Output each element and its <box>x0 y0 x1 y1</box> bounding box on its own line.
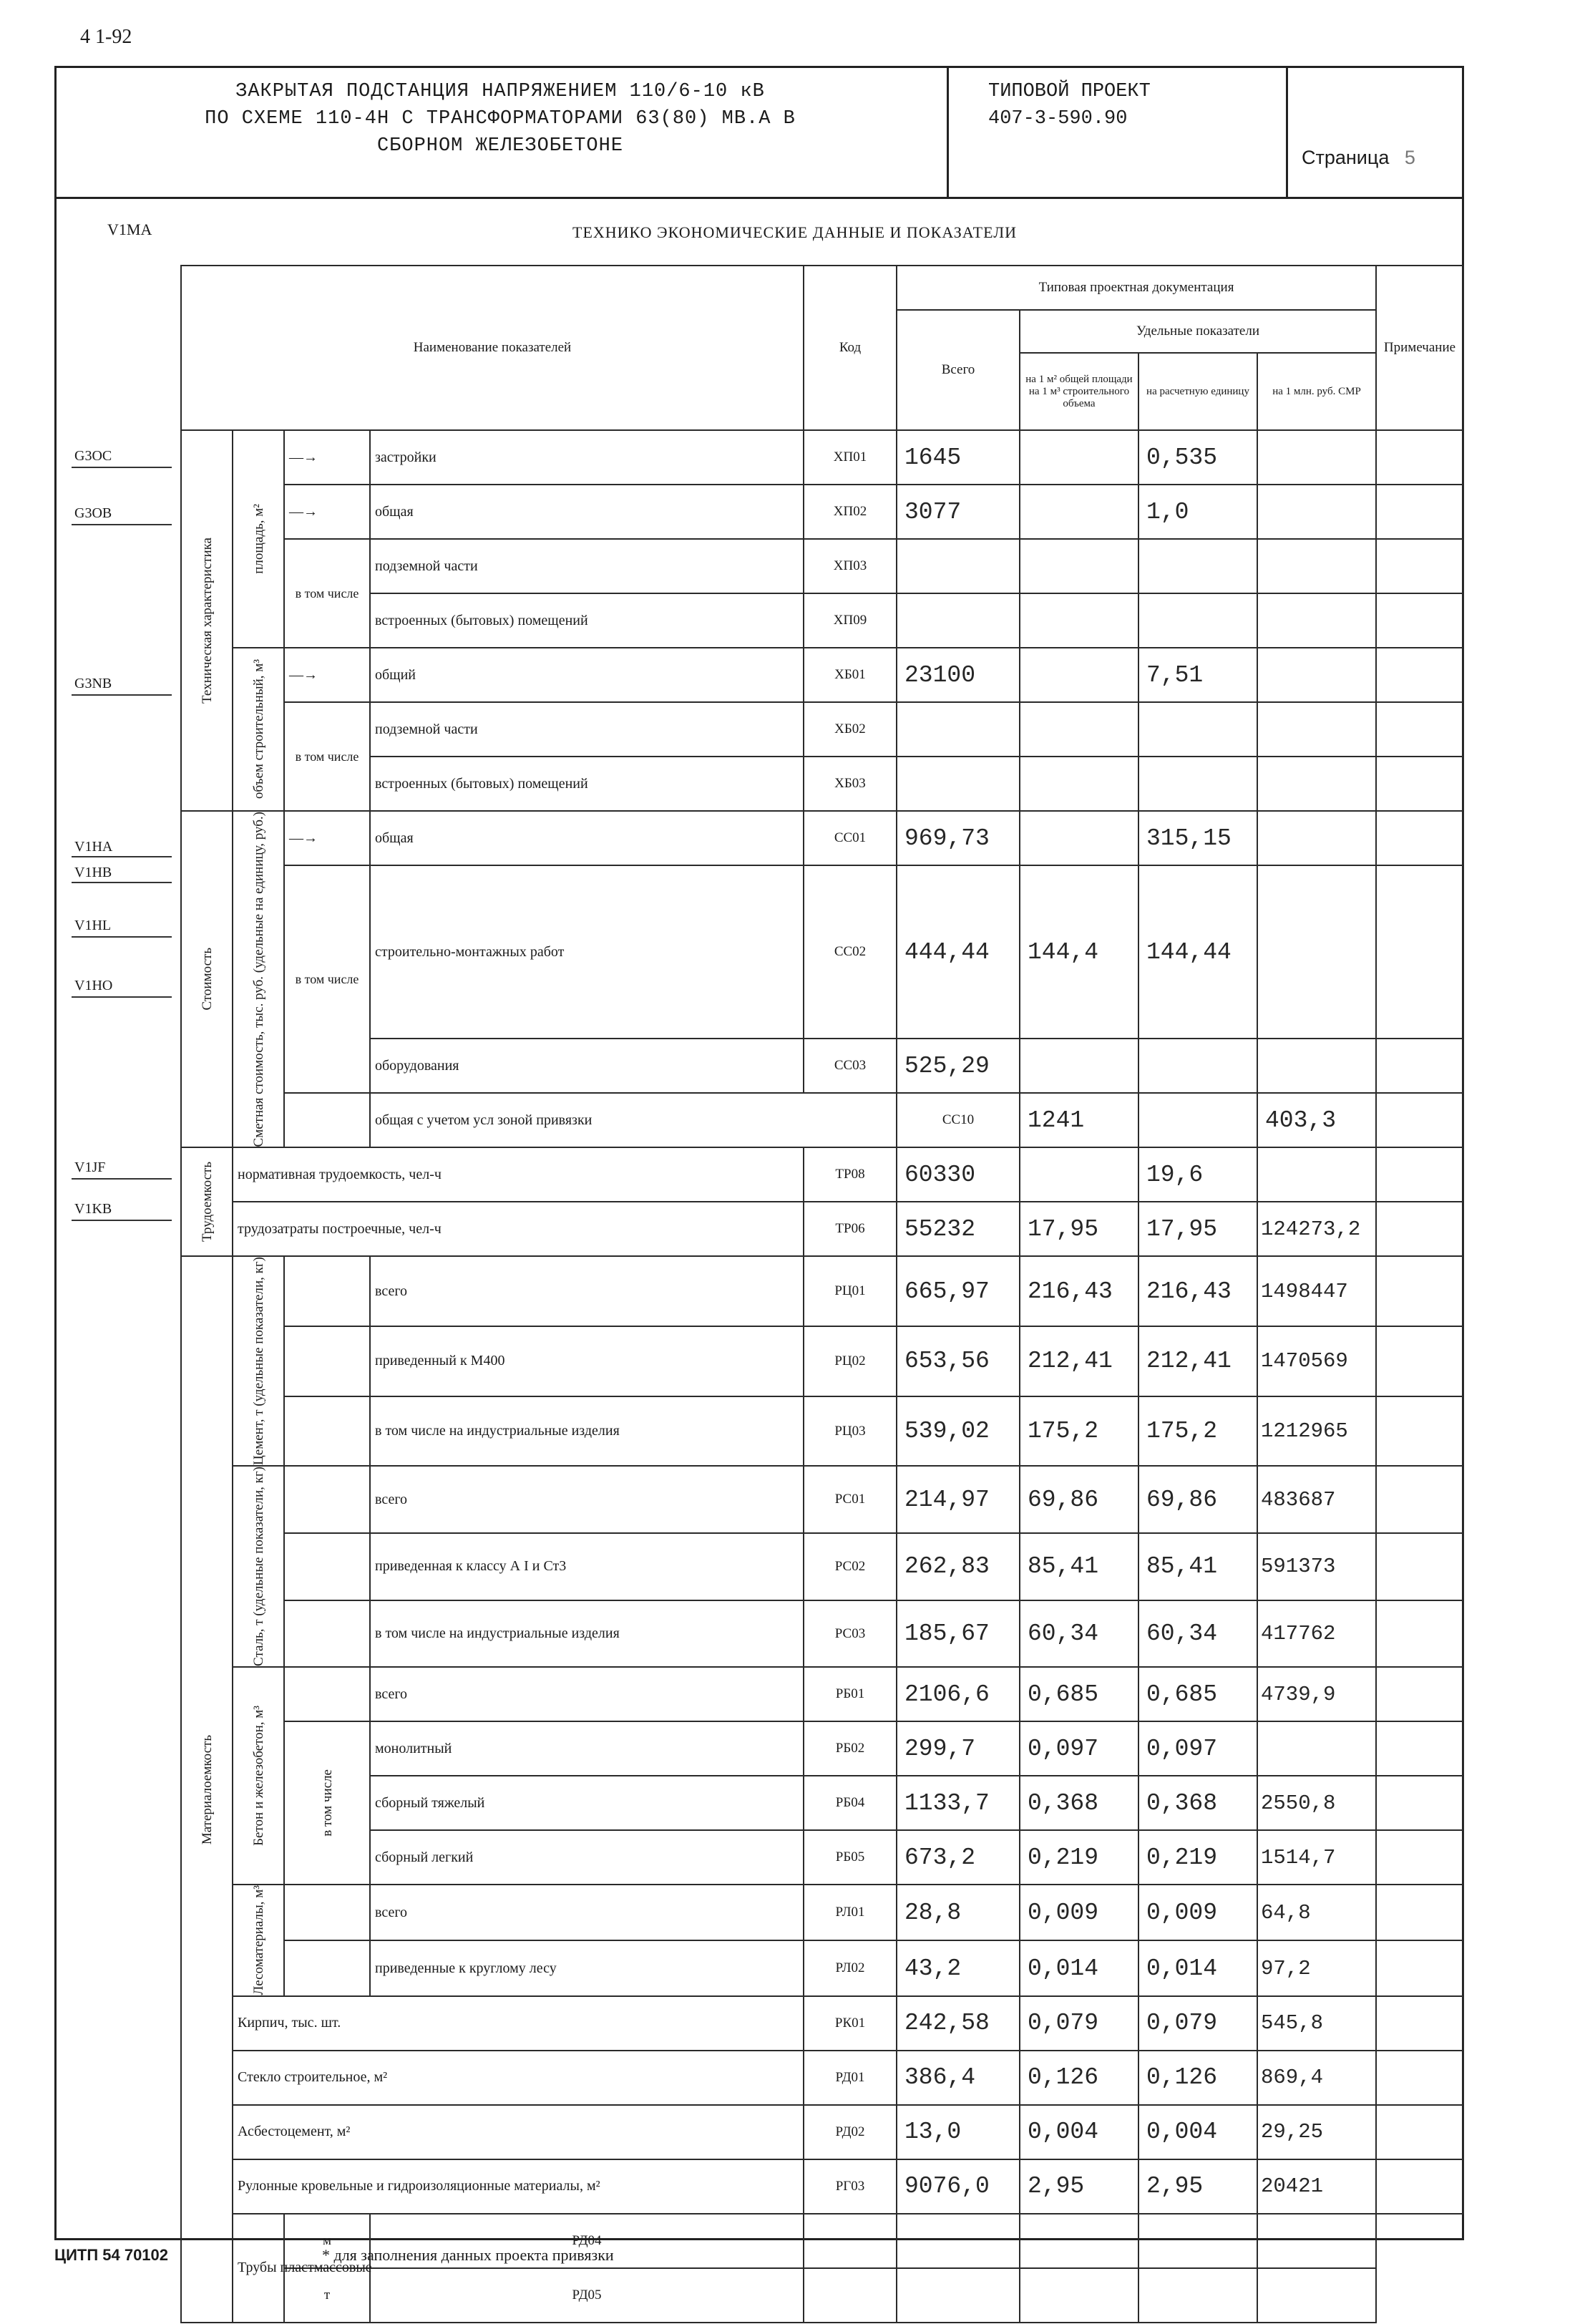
section-code: V1MA <box>107 220 152 238</box>
row-per-m2: 0,219 <box>1020 1830 1138 1885</box>
row-note <box>1376 1885 1463 1940</box>
table-row <box>181 865 1463 1039</box>
ref-label: V1HL <box>74 918 112 933</box>
row-name: в том числе на индустриальные изделия <box>370 1396 804 1467</box>
row-per-m2 <box>1020 539 1138 593</box>
row-per-unit <box>1138 757 1257 811</box>
row-note <box>1376 1996 1463 2051</box>
row-name: встроенных (бытовых) помещений <box>370 593 804 648</box>
table-row <box>181 1721 1463 1776</box>
group-tech: Техническая характеристика <box>181 430 233 811</box>
page-indicator <box>1302 147 1415 169</box>
group-area: площадь, м² <box>233 430 284 648</box>
row-per-m2: 0,097 <box>1020 1721 1138 1776</box>
row-code: СС03 <box>804 1039 897 1093</box>
row-name: всего <box>370 1667 804 1721</box>
project-line: ТИПОВОЙ ПРОЕКТ <box>988 81 1151 102</box>
row-total: 43,2 <box>897 1940 1020 1996</box>
row-code: СС02 <box>804 865 897 1039</box>
row-per-rub <box>1138 2268 1257 2323</box>
row-total <box>804 2214 897 2268</box>
row-name: всего <box>370 1256 804 1326</box>
header-code: Код <box>804 266 897 430</box>
row-note <box>1376 2159 1463 2214</box>
row-name: в том числе на индустриальные изделия <box>370 1600 804 1668</box>
row-per-m2 <box>897 2268 1020 2323</box>
row-per-unit: 0,368 <box>1138 1776 1257 1830</box>
row-total: 1645 <box>897 430 1020 485</box>
row-total: 1241 <box>1020 1093 1138 1147</box>
row-code: СС10 <box>897 1093 1020 1147</box>
row-total: 969,73 <box>897 811 1020 865</box>
row-name: приведенная к классу А I и Ст3 <box>370 1533 804 1600</box>
row-unit-label: м <box>284 2214 370 2268</box>
table-row <box>181 1326 1463 1396</box>
row-per-rub: 869,4 <box>1257 2051 1376 2105</box>
row-per-rub <box>1257 1039 1376 1093</box>
table-row <box>181 1093 1463 1147</box>
row-code: РД05 <box>370 2268 804 2323</box>
row-per-m2: 0,004 <box>1020 2105 1138 2159</box>
row-per-rub: 29,25 <box>1257 2105 1376 2159</box>
row-per-m2 <box>1020 1147 1138 1202</box>
table-row <box>181 1940 1463 1996</box>
row-code: СС01 <box>804 811 897 865</box>
row-code: РД04 <box>370 2214 804 2268</box>
row-note <box>1376 2105 1463 2159</box>
table-row <box>181 1466 1463 1533</box>
row-per-rub <box>1257 1721 1376 1776</box>
row-code: РЦ01 <box>804 1256 897 1326</box>
row-name: Асбестоцемент, м² <box>233 2105 804 2159</box>
table-row <box>181 1256 1463 1326</box>
row-per-unit: 69,86 <box>1138 1466 1257 1533</box>
row-note <box>1376 1600 1463 1668</box>
row-total: 262,83 <box>897 1533 1020 1600</box>
page-number: 5 <box>1404 147 1415 168</box>
row-per-unit: 216,43 <box>1138 1256 1257 1326</box>
ref-label: G3OC <box>74 448 112 464</box>
table-row: Техническая характеристика площадь, м² —→ застройки ХП01 1645 0,535 <box>181 430 1463 485</box>
row-per-unit: 403,3 <box>1257 1093 1376 1147</box>
group-volume: объем строительный, м³ <box>233 648 284 811</box>
group-in-that: в том числе <box>284 1721 370 1885</box>
row-note <box>1376 865 1463 1039</box>
row-name: Стекло строительное, м² <box>233 2051 804 2105</box>
row-note <box>1376 648 1463 702</box>
row-note <box>1257 2214 1376 2268</box>
row-per-rub: 417762 <box>1257 1600 1376 1668</box>
row-name: застройки <box>370 430 804 485</box>
row-name: сборный легкий <box>370 1830 804 1885</box>
row-per-m2 <box>1020 757 1138 811</box>
row-total: 60330 <box>897 1147 1020 1202</box>
row-note <box>1376 430 1463 485</box>
incl-label: в том числе <box>284 539 370 648</box>
row-per-rub: 1470569 <box>1257 1326 1376 1396</box>
row-total <box>897 757 1020 811</box>
table-row: объем строительный, м³ —→ общий ХБ01 23100 7,51 <box>181 648 1463 702</box>
row-note <box>1376 811 1463 865</box>
header-doc: Типовая проектная документация <box>897 266 1376 310</box>
row-per-unit <box>1138 702 1257 757</box>
row-per-rub <box>1257 648 1376 702</box>
row-code: ХП01 <box>804 430 897 485</box>
table-row <box>181 1147 1463 1202</box>
row-per-rub: 64,8 <box>1257 1885 1376 1940</box>
table-row <box>181 1667 1463 1721</box>
header-per-unit: на расчетную единицу <box>1138 353 1257 430</box>
row-per-unit: 0,219 <box>1138 1830 1257 1885</box>
group-cost: Стоимость <box>181 811 233 1147</box>
row-per-unit: 60,34 <box>1138 1600 1257 1668</box>
row-total: 1133,7 <box>897 1776 1020 1830</box>
row-per-rub <box>1257 811 1376 865</box>
row-per-unit: 0,685 <box>1138 1667 1257 1721</box>
row-note <box>1376 702 1463 757</box>
row-per-rub: 483687 <box>1257 1466 1376 1533</box>
row-per-m2: 175,2 <box>1020 1396 1138 1467</box>
row-per-m2: 0,079 <box>1020 1996 1138 2051</box>
row-per-unit: 175,2 <box>1138 1396 1257 1467</box>
row-per-unit <box>1138 593 1257 648</box>
row-per-rub: 545,8 <box>1257 1996 1376 2051</box>
row-name: приведенный к М400 <box>370 1326 804 1396</box>
ref-label: G3NB <box>74 676 112 691</box>
row-note <box>1376 757 1463 811</box>
title-line: ПО СХЕМЕ 110-4Н С ТРАНСФОРМАТОРАМИ 63(80) МВ.А В <box>205 108 796 130</box>
row-per-rub <box>1257 757 1376 811</box>
row-code: ХП02 <box>804 485 897 539</box>
row-total: 665,97 <box>897 1256 1020 1326</box>
table-row <box>181 2159 1463 2214</box>
row-total: 23100 <box>897 648 1020 702</box>
row-per-unit: 315,15 <box>1138 811 1257 865</box>
row-per-unit: 2,95 <box>1138 2159 1257 2214</box>
row-total <box>897 539 1020 593</box>
row-total: 55232 <box>897 1202 1020 1256</box>
title-line: СБОРНОМ ЖЕЛЕЗОБЕТОНЕ <box>376 135 624 157</box>
ref-label: G3OB <box>74 505 112 521</box>
row-name: Трубы пластмассовые <box>233 2214 284 2323</box>
header-total: Всего <box>897 310 1020 430</box>
row-name: приведенные к круглому лесу <box>370 1940 804 1996</box>
row-total <box>804 2268 897 2323</box>
row-per-rub <box>1257 430 1376 485</box>
table-row <box>181 539 1463 593</box>
document-title <box>78 78 922 160</box>
table-row <box>181 1885 1463 1940</box>
row-name: подземной части <box>370 702 804 757</box>
row-per-m2: 2,95 <box>1020 2159 1138 2214</box>
row-per-unit: 212,41 <box>1138 1326 1257 1396</box>
row-code: РЦ03 <box>804 1396 897 1467</box>
row-code: ТР06 <box>804 1202 897 1256</box>
document-header <box>54 66 1464 199</box>
row-code: РБ05 <box>804 1830 897 1885</box>
table-row <box>181 1830 1463 1885</box>
row-per-unit: 0,097 <box>1138 1721 1257 1776</box>
row-code: РД02 <box>804 2105 897 2159</box>
row-name: общая <box>370 811 804 865</box>
ref-label: V1HA <box>74 839 113 855</box>
row-name: общая с учетом усл зоной привязки <box>370 1093 897 1147</box>
row-code: РБ02 <box>804 1721 897 1776</box>
table-row <box>181 1039 1463 1093</box>
row-note <box>1376 2051 1463 2105</box>
ref-label: V1HO <box>74 978 113 993</box>
table-row: —→ общая ХП02 3077 1,0 <box>181 485 1463 539</box>
row-code: ХБ03 <box>804 757 897 811</box>
row-note <box>1376 1667 1463 1721</box>
row-code: РК01 <box>804 1996 897 2051</box>
row-name: трудозатраты построечные, чел-ч <box>233 1202 804 1256</box>
row-total: 9076,0 <box>897 2159 1020 2214</box>
row-per-unit: 0,009 <box>1138 1885 1257 1940</box>
table-row <box>181 702 1463 757</box>
row-note <box>1376 1466 1463 1533</box>
row-note <box>1376 1721 1463 1776</box>
row-per-unit: 7,51 <box>1138 648 1257 702</box>
ref-label: V1HB <box>74 865 112 880</box>
row-per-m2: 0,014 <box>1020 1940 1138 1996</box>
row-per-rub: 1514,7 <box>1257 1830 1376 1885</box>
row-per-m2 <box>1020 702 1138 757</box>
row-total: 386,4 <box>897 2051 1020 2105</box>
table-row <box>181 2105 1463 2159</box>
row-code: ХБ01 <box>804 648 897 702</box>
row-name: оборудования <box>370 1039 804 1093</box>
row-note <box>1376 539 1463 593</box>
row-name: нормативная трудоемкость, чел-ч <box>233 1147 804 1202</box>
row-per-m2: 85,41 <box>1020 1533 1138 1600</box>
row-per-rub <box>1257 865 1376 1039</box>
row-total: 444,44 <box>897 865 1020 1039</box>
row-note <box>1376 1039 1463 1093</box>
row-per-unit: 85,41 <box>1138 1533 1257 1600</box>
row-name: всего <box>370 1885 804 1940</box>
row-note <box>1376 1940 1463 1996</box>
row-code: РС01 <box>804 1466 897 1533</box>
row-name: общая <box>370 485 804 539</box>
row-note <box>1376 1776 1463 1830</box>
row-per-m2 <box>1020 811 1138 865</box>
table-row <box>181 2051 1463 2105</box>
row-total: 299,7 <box>897 1721 1020 1776</box>
table-row: Стоимость Сметная стоимость, тыс. руб. (удельные на единицу, руб.) —→ общая СС01 969,73 315,15 <box>181 811 1463 865</box>
row-name: встроенных (бытовых) помещений <box>370 757 804 811</box>
row-per-unit <box>1020 2268 1138 2323</box>
title-line: ЗАКРЫТАЯ ПОДСТАНЦИЯ НАПРЯЖЕНИЕМ 110/6-10 кВ <box>235 81 765 102</box>
row-total: 653,56 <box>897 1326 1020 1396</box>
table-row <box>181 2268 1463 2323</box>
row-per-unit <box>1138 539 1257 593</box>
incl-label: в том числе <box>284 865 370 1093</box>
row-note <box>1376 1256 1463 1326</box>
row-per-unit: 144,44 <box>1138 865 1257 1039</box>
table-row <box>181 1776 1463 1830</box>
row-per-m2: 60,34 <box>1020 1600 1138 1668</box>
row-code: РЛ02 <box>804 1940 897 1996</box>
row-code: РЦ02 <box>804 1326 897 1396</box>
row-per-m2: 69,86 <box>1020 1466 1138 1533</box>
row-per-unit: 0,004 <box>1138 2105 1257 2159</box>
row-per-m2: 0,685 <box>1020 1667 1138 1721</box>
row-per-rub <box>1376 1093 1463 1147</box>
section-title: ТЕХНИКО ЭКОНОМИЧЕСКИЕ ДАННЫЕ И ПОКАЗАТЕЛИ <box>572 223 1018 241</box>
row-total: 2106,6 <box>897 1667 1020 1721</box>
row-note <box>1376 485 1463 539</box>
row-code: РД01 <box>804 2051 897 2105</box>
row-per-m2: 144,4 <box>1020 865 1138 1039</box>
row-total: 28,8 <box>897 1885 1020 1940</box>
header-per-rub: на 1 млн. руб. СМР <box>1257 353 1376 430</box>
row-note <box>1376 1326 1463 1396</box>
row-total: 525,29 <box>897 1039 1020 1093</box>
footer-note: * для заполнения данных проекта привязки <box>322 2246 614 2264</box>
row-per-rub: 20421 <box>1257 2159 1376 2214</box>
row-per-m2 <box>1138 1093 1257 1147</box>
row-name: всего <box>370 1466 804 1533</box>
table-row <box>181 1202 1463 1256</box>
group-concrete: Бетон и железобетон, м³ <box>233 1667 284 1885</box>
table-row <box>181 1996 1463 2051</box>
group-cost-sub: Сметная стоимость, тыс. руб. (удельные на единицу, руб.) <box>233 811 284 1147</box>
row-name: монолитный <box>370 1721 804 1776</box>
row-per-m2: 0,368 <box>1020 1776 1138 1830</box>
row-per-rub: 97,2 <box>1257 1940 1376 1996</box>
row-per-rub <box>1257 1147 1376 1202</box>
row-per-m2: 212,41 <box>1020 1326 1138 1396</box>
table-row <box>181 1533 1463 1600</box>
row-per-rub <box>1257 702 1376 757</box>
row-note <box>1376 1533 1463 1600</box>
row-total: 673,2 <box>897 1830 1020 1885</box>
page-label: Страница <box>1302 147 1390 168</box>
row-per-rub <box>1257 485 1376 539</box>
row-per-rub: 2550,8 <box>1257 1776 1376 1830</box>
project-code <box>960 78 1274 132</box>
row-per-unit: 0,535 <box>1138 430 1257 485</box>
row-name: подземной части <box>370 539 804 593</box>
row-total <box>897 593 1020 648</box>
row-total <box>897 702 1020 757</box>
header-per-m2: на 1 м² общей площади на 1 м³ строительного объема <box>1020 353 1138 430</box>
row-per-unit: 0,126 <box>1138 2051 1257 2105</box>
incl-label: в том числе <box>284 702 370 811</box>
row-per-rub: 1498447 <box>1257 1256 1376 1326</box>
row-code: ХБ02 <box>804 702 897 757</box>
row-note <box>1376 1147 1463 1202</box>
row-name: строительно-монтажных работ <box>370 865 804 1039</box>
row-per-m2: 0,126 <box>1020 2051 1138 2105</box>
indicators-table <box>180 265 1464 2323</box>
table-row <box>181 757 1463 811</box>
row-note <box>1376 1396 1463 1467</box>
row-name: сборный тяжелый <box>370 1776 804 1830</box>
row-total: 3077 <box>897 485 1020 539</box>
row-per-m2 <box>897 2214 1020 2268</box>
group-labor: Трудоемкость <box>181 1147 233 1256</box>
row-total: 13,0 <box>897 2105 1020 2159</box>
row-per-unit <box>1138 1039 1257 1093</box>
row-per-m2 <box>1020 485 1138 539</box>
row-total: 185,67 <box>897 1600 1020 1668</box>
row-unit-label: т <box>284 2268 370 2323</box>
row-per-unit: 17,95 <box>1138 1202 1257 1256</box>
row-per-m2 <box>1020 648 1138 702</box>
row-code: ХП03 <box>804 539 897 593</box>
row-per-unit: 1,0 <box>1138 485 1257 539</box>
row-note <box>1376 1202 1463 1256</box>
footer-code: ЦИТП 54 70102 <box>54 2246 169 2264</box>
header-note: Примечание <box>1376 266 1463 430</box>
group-steel: Сталь, т (удельные показатели, кг) <box>233 1466 284 1667</box>
row-per-m2 <box>1020 430 1138 485</box>
row-per-m2 <box>1020 1039 1138 1093</box>
row-note <box>1257 2268 1376 2323</box>
group-cement: Цемент, т (удельные показатели, кг) <box>233 1256 284 1466</box>
row-per-m2: 216,43 <box>1020 1256 1138 1326</box>
row-per-unit <box>1020 2214 1138 2268</box>
row-code: РЛ01 <box>804 1885 897 1940</box>
row-name: Кирпич, тыс. шт. <box>233 1996 804 2051</box>
row-per-rub <box>1138 2214 1257 2268</box>
row-code: РС03 <box>804 1600 897 1668</box>
ref-label: V1JF <box>74 1159 106 1175</box>
group-wood: Лесоматериалы, м³ <box>233 1885 284 1996</box>
ref-label: V1KB <box>74 1201 112 1217</box>
row-code: РБ04 <box>804 1776 897 1830</box>
row-code: ХП09 <box>804 593 897 648</box>
row-per-rub: 591373 <box>1257 1533 1376 1600</box>
row-per-m2: 17,95 <box>1020 1202 1138 1256</box>
header-specific: Удельные показатели <box>1020 310 1376 353</box>
row-per-m2 <box>1020 593 1138 648</box>
row-per-rub: 1212965 <box>1257 1396 1376 1467</box>
header-name: Наименование показателей <box>181 266 804 430</box>
row-code: РГ03 <box>804 2159 897 2214</box>
row-per-unit: 0,014 <box>1138 1940 1257 1996</box>
row-per-rub: 124273,2 <box>1257 1202 1376 1256</box>
row-note <box>1376 1830 1463 1885</box>
row-code: РБ01 <box>804 1667 897 1721</box>
row-name: Рулонные кровельные и гидроизоляционные материалы, м² <box>233 2159 804 2214</box>
row-per-rub <box>1257 593 1376 648</box>
group-material: Материалоемкость <box>181 1256 233 2322</box>
table-row <box>181 593 1463 648</box>
row-code: ТР08 <box>804 1147 897 1202</box>
document-corner-code: 4 1-92 <box>80 26 132 48</box>
row-per-rub <box>1257 539 1376 593</box>
row-per-unit: 19,6 <box>1138 1147 1257 1202</box>
row-per-rub: 4739,9 <box>1257 1667 1376 1721</box>
row-per-unit: 0,079 <box>1138 1996 1257 2051</box>
row-total: 242,58 <box>897 1996 1020 2051</box>
row-note <box>1376 593 1463 648</box>
row-total: 214,97 <box>897 1466 1020 1533</box>
project-line: 407-3-590.90 <box>988 108 1128 130</box>
table-row <box>181 1396 1463 1467</box>
row-code: РС02 <box>804 1533 897 1600</box>
row-total: 539,02 <box>897 1396 1020 1467</box>
row-name: общий <box>370 648 804 702</box>
row-per-m2: 0,009 <box>1020 1885 1138 1940</box>
table-row <box>181 1600 1463 1668</box>
